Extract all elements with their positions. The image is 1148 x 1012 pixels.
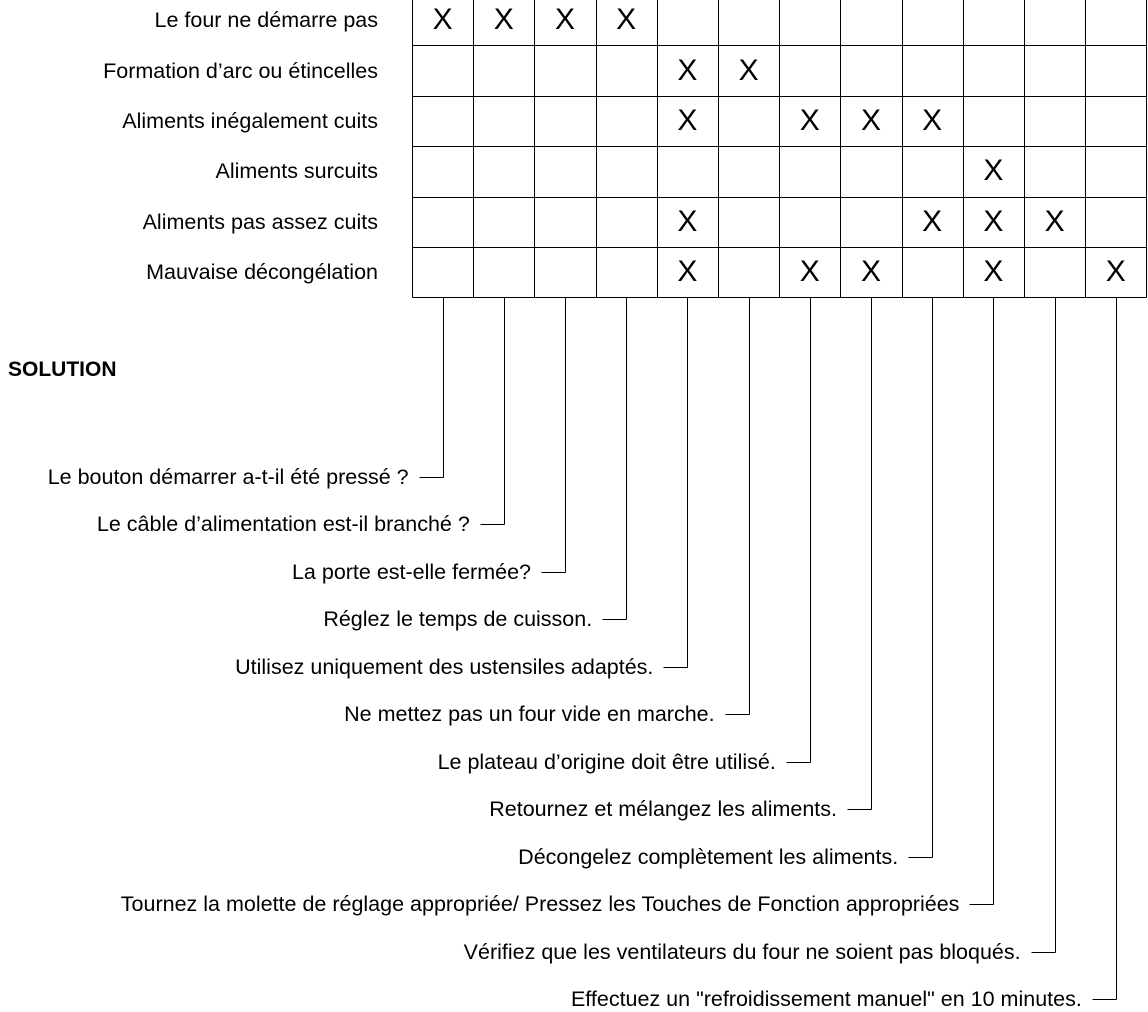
matrix-cell xyxy=(1085,197,1146,247)
matrix-cell: X xyxy=(799,255,820,289)
matrix-cell xyxy=(412,45,473,95)
solution-item: Effectuez un "refroidissement manuel" en 10 minutes. xyxy=(570,986,1082,1011)
matrix-cell xyxy=(963,96,1024,146)
matrix-cell: X xyxy=(677,255,698,289)
matrix-cell: X xyxy=(1044,204,1065,238)
matrix-cell xyxy=(963,0,1024,45)
matrix-cell xyxy=(1024,146,1085,196)
matrix-cell xyxy=(963,45,1024,95)
problem-label: Aliments pas assez cuits xyxy=(142,209,378,234)
problem-label: Aliments surcuits xyxy=(215,159,378,184)
solution-item: Décongelez complètement les aliments. xyxy=(518,844,899,869)
matrix-cell: X xyxy=(738,53,759,87)
matrix-cell: X xyxy=(432,3,453,37)
matrix-cell xyxy=(1024,0,1085,45)
solution-item: Ne mettez pas un four vide en marche. xyxy=(344,702,715,727)
matrix-cell xyxy=(779,0,840,45)
problem-label: Le four ne démarre pas xyxy=(154,8,378,33)
solution-item: Vérifiez que les ventilateurs du four ne soient pas bloqués. xyxy=(463,939,1021,964)
matrix-cell: X xyxy=(922,103,943,137)
matrix-cell: X xyxy=(493,3,514,37)
matrix-cell: X xyxy=(922,204,943,238)
matrix-cell xyxy=(534,45,595,95)
matrix-cell xyxy=(840,45,901,95)
matrix-cell xyxy=(473,197,534,247)
matrix-cell xyxy=(412,96,473,146)
matrix-cell xyxy=(902,146,963,196)
matrix-cell: X xyxy=(860,103,881,137)
matrix-cell xyxy=(596,45,657,95)
matrix-cell xyxy=(412,146,473,196)
matrix-cell xyxy=(718,96,779,146)
matrix-cell: X xyxy=(554,3,575,37)
matrix-cell xyxy=(1085,45,1146,95)
matrix-cell: X xyxy=(860,255,881,289)
matrix-cell xyxy=(840,197,901,247)
solution-heading: SOLUTION xyxy=(8,358,117,381)
matrix-cell xyxy=(596,247,657,297)
matrix-cell xyxy=(473,146,534,196)
matrix-cell xyxy=(534,146,595,196)
matrix-cell xyxy=(1085,96,1146,146)
matrix-cell xyxy=(1024,96,1085,146)
matrix-cell xyxy=(718,0,779,45)
matrix-cell xyxy=(840,0,901,45)
solution-item: La porte est-elle fermée? xyxy=(291,559,531,584)
matrix-cell xyxy=(534,197,595,247)
matrix-cell xyxy=(902,45,963,95)
solution-item: Le bouton démarrer a-t-il été pressé ? xyxy=(47,465,409,489)
matrix-cell: X xyxy=(983,255,1004,289)
solution-item: Retournez et mélangez les aliments. xyxy=(489,797,837,822)
matrix-cell xyxy=(412,197,473,247)
matrix-cell xyxy=(657,146,718,196)
matrix-cell xyxy=(473,96,534,146)
matrix-cell xyxy=(1024,45,1085,95)
matrix-cell xyxy=(902,0,963,45)
matrix-cell xyxy=(1085,146,1146,196)
solution-item: Réglez le temps de cuisson. xyxy=(323,607,593,632)
matrix-cell: X xyxy=(677,53,698,87)
matrix-cell xyxy=(596,146,657,196)
matrix-cell xyxy=(1024,247,1085,297)
solution-item: Le plateau d’origine doit être utilisé. xyxy=(437,749,776,774)
matrix-cell xyxy=(596,197,657,247)
matrix-cell xyxy=(718,146,779,196)
matrix-cell xyxy=(779,197,840,247)
problem-label: Formation d’arc ou étincelles xyxy=(103,58,378,83)
matrix-cell xyxy=(596,96,657,146)
matrix-cell: X xyxy=(983,154,1004,188)
solution-item: Le câble d’alimentation est-il branché ? xyxy=(96,512,470,537)
matrix-cell: X xyxy=(1105,255,1126,289)
matrix-cell xyxy=(534,247,595,297)
matrix-cell xyxy=(473,247,534,297)
matrix-cell: X xyxy=(983,204,1004,238)
matrix-cell: X xyxy=(677,204,698,238)
matrix-cell xyxy=(902,247,963,297)
matrix-cell xyxy=(657,0,718,45)
problem-label: Aliments inégalement cuits xyxy=(122,109,378,133)
matrix-cell: X xyxy=(799,103,820,137)
matrix-cell xyxy=(779,146,840,196)
matrix-cell xyxy=(840,146,901,196)
matrix-cell xyxy=(534,96,595,146)
matrix-cell xyxy=(1085,0,1146,45)
matrix-cell xyxy=(473,45,534,95)
solution-item: Utilisez uniquement des ustensiles adaptés. xyxy=(235,654,654,679)
problem-label: Mauvaise décongélation xyxy=(146,260,378,285)
matrix-cell xyxy=(718,197,779,247)
matrix-cell: X xyxy=(616,3,637,37)
matrix-cell: X xyxy=(677,103,698,137)
matrix-cell xyxy=(779,45,840,95)
matrix-cell xyxy=(718,247,779,297)
matrix-cell xyxy=(412,247,473,297)
solution-item: Tournez la molette de réglage appropriée/ Pressez les Touches de Fonction appropriées xyxy=(120,892,960,917)
